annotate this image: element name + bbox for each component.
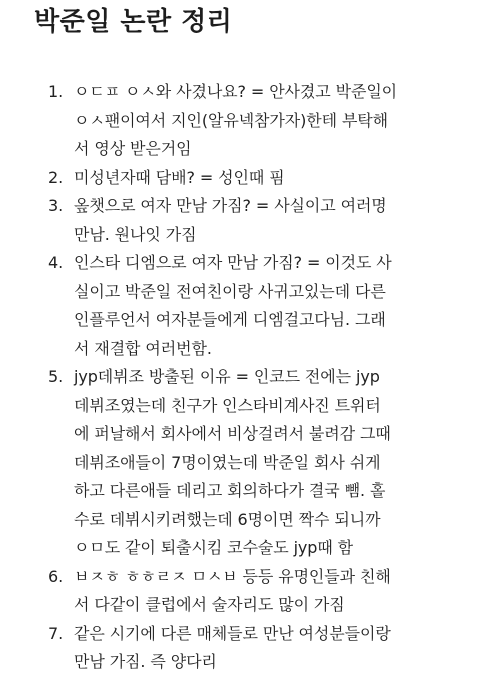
- item-text-line: 데뷔조였는데 친구가 인스타비계사진 트위터: [74, 395, 381, 415]
- item-text: [74, 620, 458, 677]
- item-text-line: jyp데뷔조 방출된 이유 = 인코드 전에는 jyp: [74, 367, 380, 386]
- item-number: 2.: [48, 167, 64, 187]
- page-title: 박준일 논란 정리: [34, 7, 233, 37]
- item-number: 6.: [48, 566, 64, 586]
- item-text: [74, 249, 458, 363]
- item-text: [74, 78, 458, 164]
- list-item: [34, 563, 458, 620]
- item-text-line: 서 영상 받은거임: [74, 139, 192, 158]
- item-text: [74, 164, 458, 193]
- item-text-line: 하고 다른애들 데리고 회의하다가 결국 뺌. 홀: [74, 481, 386, 500]
- item-text-line: 데뷔조애들이 7명이였는데 박준일 회사 쉬게: [74, 452, 381, 472]
- item-number: 4.: [48, 253, 64, 272]
- item-text-line: 옾챗으로 여자 만남 가짐? = 사실이고 여러명: [74, 196, 387, 215]
- controversy-list: [34, 78, 458, 677]
- list-item: [34, 164, 458, 193]
- item-text: [74, 563, 458, 620]
- item-text-line: 수로 데뷔시키려했는데 6명이면 짝수 되니까: [74, 509, 381, 529]
- item-text-line: 같은 시기에 다른 매체들로 만난 여성분들이랑: [74, 623, 391, 643]
- item-number: 7.: [48, 623, 64, 643]
- list-item: [34, 78, 458, 164]
- item-number: 1.: [48, 82, 64, 101]
- item-text-line: 에 퍼날해서 회사에서 비상걸려서 불려감 그때: [74, 424, 391, 443]
- item-text-line: 인플루언서 여자분들에게 디엠걸고다님. 그래: [74, 310, 386, 329]
- item-text-line: 만남. 원나잇 가짐: [74, 224, 197, 244]
- list-item: [34, 363, 458, 563]
- item-text-line: 서 재결합 여러번함.: [74, 338, 212, 358]
- list-item: [34, 192, 458, 249]
- item-text: [74, 363, 458, 563]
- item-text-line: 실이고 박준일 전여친이랑 사귀고있는데 다른: [74, 281, 386, 301]
- list-item: [34, 620, 458, 677]
- item-text-line: 서 다같이 클럽에서 술자리도 많이 가짐: [74, 595, 345, 614]
- item-text-line: ㅇㅁ도 같이 퇴출시킴 코수술도 jyp때 함: [74, 538, 354, 557]
- item-text: [74, 192, 458, 249]
- item-text-line: ㅂㅈㅎ ㅎㅎㄹㅈ ㅁㅅㅂ 등등 유명인들과 친해: [74, 566, 391, 586]
- item-number: 5.: [48, 367, 64, 386]
- item-text-line: 인스타 디엠으로 여자 만남 가짐? = 이것도 사: [74, 253, 392, 272]
- item-number: 3.: [48, 196, 64, 215]
- list-item: [34, 249, 458, 363]
- item-text-line: ㅇㄷㅍ ㅇㅅ와 사겼나요? = 안사겼고 박준일이: [74, 82, 398, 101]
- item-text-line: 만남 가짐. 즉 양다리: [74, 652, 217, 671]
- item-text-line: 미성년자때 담배? = 성인때 핌: [74, 167, 285, 187]
- item-text-line: ㅇㅅ팬이여서 지인(알유넥참가자)한테 부탁해: [74, 110, 389, 130]
